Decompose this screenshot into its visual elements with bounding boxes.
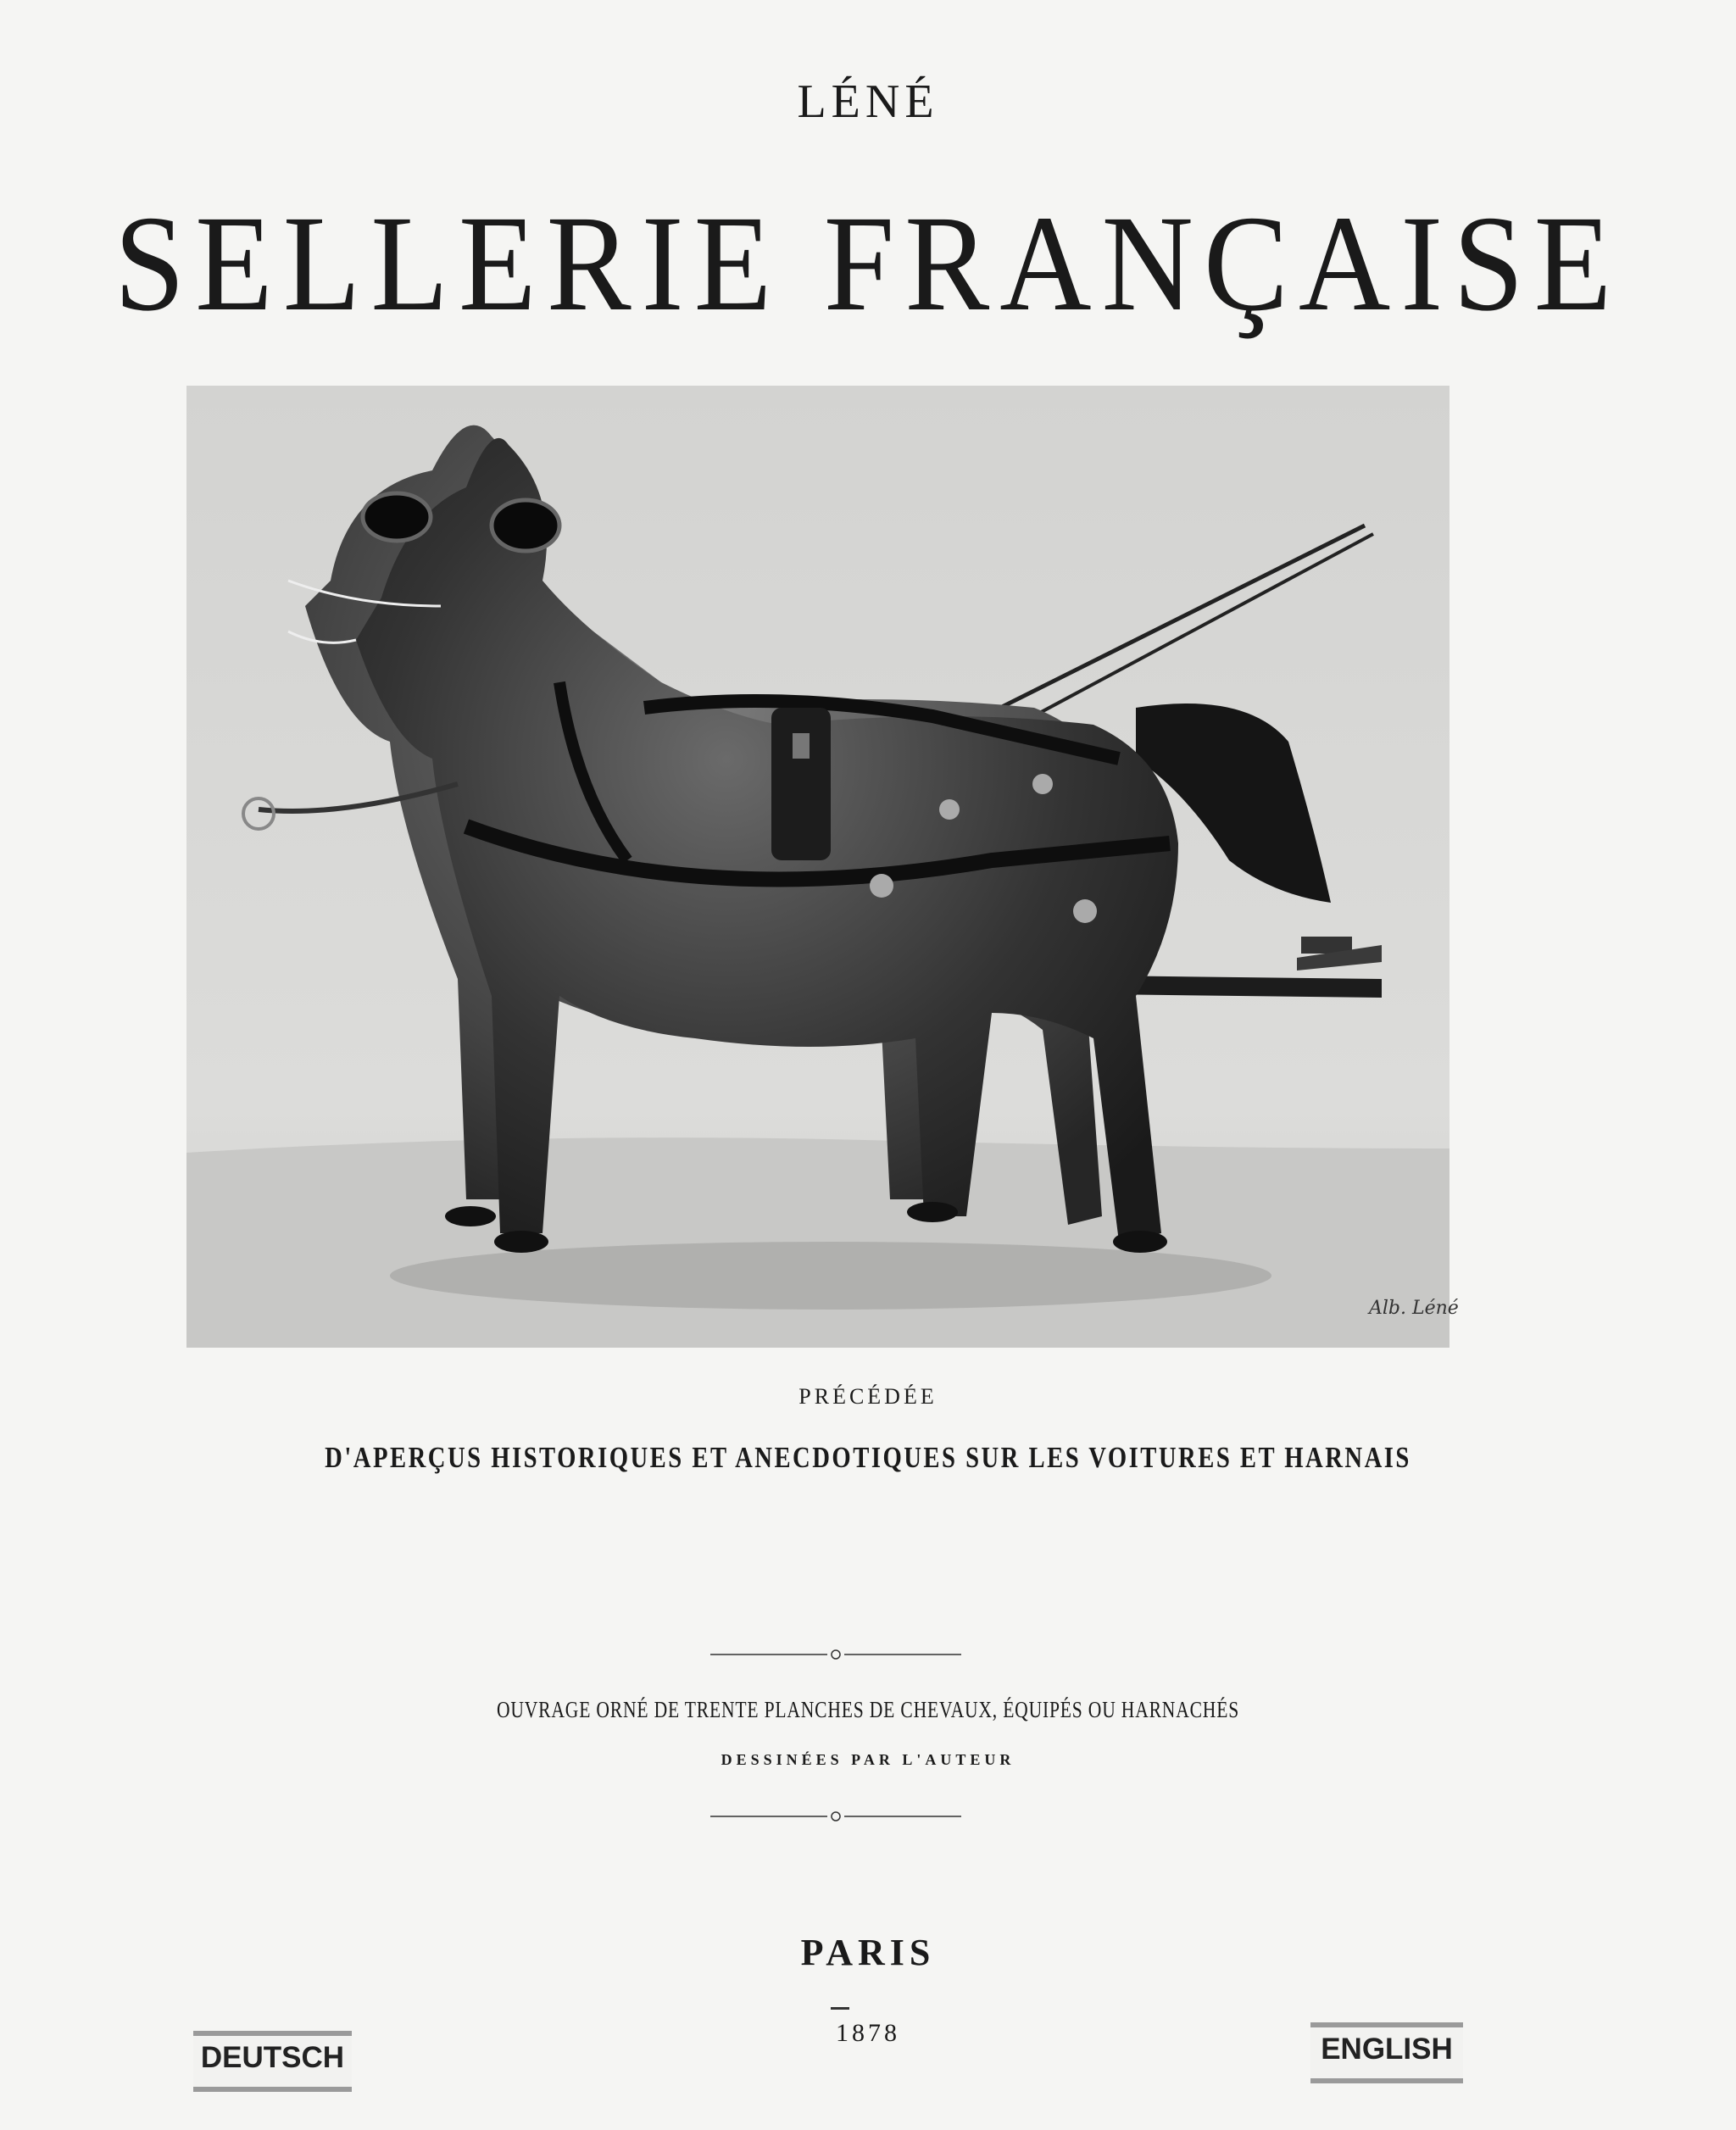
ornamental-rule-bottom (710, 1810, 961, 1822)
book-title: SELLERIE FRANÇAISE (114, 187, 1622, 340)
language-button-english[interactable]: ENGLISH (1310, 2022, 1463, 2083)
ornamental-rule-top (710, 1649, 961, 1660)
artist-signature: Alb. Léné (1369, 1298, 1459, 1319)
illustration-note: OUVRAGE ORNÉ DE TRENTE PLANCHES DE CHEVAUX, ÉQUIPÉS OU HARNACHÉS (496, 1697, 1240, 1722)
saddle-pad (771, 708, 831, 860)
language-button-deutsch[interactable]: DEUTSCH (193, 2031, 352, 2092)
book-subtitle: D'APERÇUS HISTORIQUES ET ANECDOTIQUES SUR LES VOITURES ET HARNAIS (325, 1441, 1411, 1474)
publication-city: PARIS (800, 1932, 936, 1973)
preceded-label: PRÉCÉDÉE (798, 1384, 938, 1409)
blinker-front (492, 500, 559, 551)
blinker-rear (363, 493, 431, 541)
publication-year: 1878 (836, 2019, 900, 2047)
frontispiece-plate (186, 386, 1459, 1348)
drawn-by-note: DESSINÉES PAR L'AUTEUR (721, 1751, 1015, 1768)
year-dash (831, 2007, 849, 2010)
author-name: LÉNÉ (797, 75, 939, 128)
horse-pair-illustration (186, 386, 1459, 1348)
